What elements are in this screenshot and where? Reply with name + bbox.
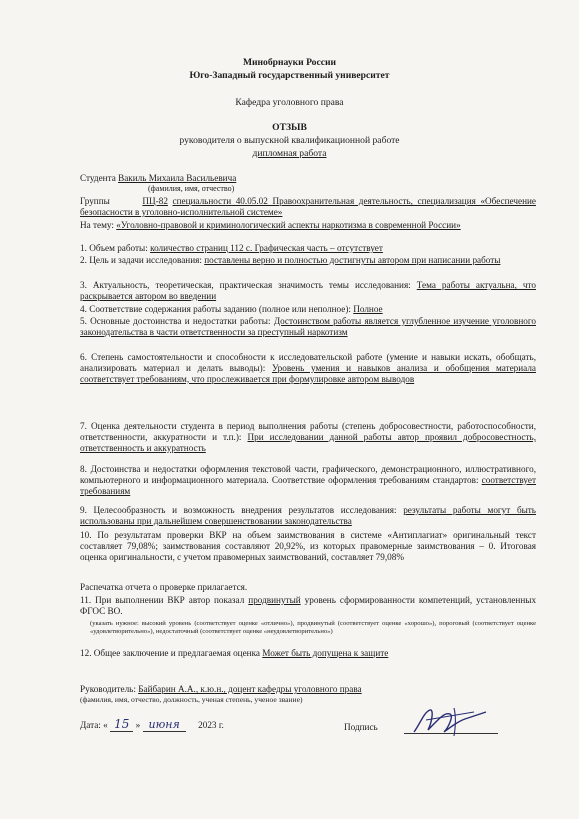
date-line	[80, 719, 280, 731]
item-2-label: 2. Цель и задачи исследования:	[80, 255, 202, 265]
supervisor-line	[80, 684, 536, 695]
supervisor-label: Руководитель:	[80, 684, 136, 694]
item-6-label: 6. Степень самостоятельности и способности к исследовательской работе (умение и навыки искать, обобщать, анализировать материал и делать выводы):	[80, 352, 536, 373]
group-value: ПЦ-82	[142, 196, 168, 206]
item-9-label: 9. Целесообразность и возможность внедрения результатов исследования:	[80, 505, 397, 515]
item-8	[80, 464, 536, 496]
work-type-value: дипломная работа	[252, 148, 327, 159]
document-title: ОТЗЫВ	[272, 122, 307, 133]
date-year: 2023 г.	[198, 720, 224, 730]
date-quote-close: »	[135, 720, 141, 730]
item-8-label: 8. Достоинства и недостатки оформления текстовой части, графического, демонстрационного, иллюстративного, компьютерного и информационного материала. Соответствие оформления требованиям стандартов:	[80, 464, 536, 485]
item-5-value: Достоинством работы является углубленное изучение уголовного законодательства в части ответственности за преступный наркотизм	[80, 316, 537, 337]
item-11	[80, 595, 536, 617]
item-1-value: количество страниц 112 с. Графическая часть – отсутствует	[150, 243, 383, 253]
item-7-value: При исследовании данной работы автор проявил добросовестность, ответственность и аккуратность	[80, 431, 536, 453]
item-3-value: Тема работы актуальна, что раскрывается автором во введении	[80, 280, 537, 301]
date-label: Дата: «	[80, 720, 108, 730]
item-5-label: 5. Основные достоинства и недостатки работы:	[80, 316, 271, 326]
date-day: 15	[110, 717, 133, 732]
item-7-label: 7. Оценка деятельности студента в период выполнения работы (степень добросовестности, работоспособности, ответственности, аккуратности и т.п.):	[80, 421, 536, 442]
item-7	[80, 421, 536, 453]
item-6	[80, 352, 536, 384]
signature-label: Подпись	[344, 722, 378, 732]
item-11-value: продвинутый	[248, 595, 301, 605]
item-12	[80, 648, 536, 659]
item-2-value: поставлены верно и полностью достигнуты автором при написании работы	[204, 255, 501, 265]
item-11-note: (указать нужное: высокий уровень (соответствует оценке «отлично»), продвинутый (соответствует оценке «хорошо»), пороговый (соответствует оценке «удовлетворительно»), недостаточный (соответствует оценке «неудовлетворительно»)	[90, 620, 536, 635]
group-label: Группы	[80, 196, 110, 206]
item-12-label: 12. Общее заключение и предлагаемая оценка	[80, 648, 260, 658]
item-9-value: результаты работы могут быть использованы при дальнейшем совершенствовании законодательства	[80, 505, 536, 526]
item-9	[80, 505, 536, 527]
department-line	[0, 97, 579, 108]
work-type	[0, 148, 579, 159]
signature-mark	[410, 702, 490, 740]
item-4-label: 4. Соответствие содержания работы заданию (полное или неполное):	[80, 304, 351, 314]
item-10: 10. По результатам проверки ВКР на объем заимствования в системе «Антиплагиат» оригинальный текст составляет 79,08%; заимствования составляют 20,92%, из которых правомерные заимствования – 0. Итоговая оценка оригинальности, с учетом правомерных заимствований, составляет 79,08%	[80, 530, 536, 562]
date-month: июня	[143, 718, 186, 732]
student-caption: (фамилия, имя, отчество)	[148, 184, 235, 193]
topic-value: «Уголовно-правовой и криминологический аспекты наркотизма в современной России»	[116, 220, 461, 230]
item-4	[80, 304, 536, 315]
report-attachment-note: Распечатка отчета о проверке прилагается.	[80, 582, 248, 592]
item-6-value: Уровень умения и навыков анализа и обобщения материала соответствует требованиям, что прослеживается при формулировке автором выводов	[80, 362, 536, 384]
item-1-label: 1. Объем работы:	[80, 243, 148, 253]
item-4-value: Полное	[353, 304, 383, 314]
group-line	[80, 196, 536, 218]
student-name: Вакиль Михаила Васильевича	[118, 173, 237, 183]
supervisor-value: Байбарин А.А., к.ю.н., доцент кафедры уголовного права	[138, 684, 362, 694]
ministry-heading: Минобрнауки России	[242, 57, 337, 68]
document-subtitle: руководителя о выпускной квалификационной работе	[179, 135, 400, 146]
student-label: Студента	[80, 173, 116, 183]
university-heading: Юго-Западный государственный университет	[189, 70, 390, 81]
item-5	[80, 316, 536, 338]
topic-label: На тему:	[80, 220, 114, 230]
item-12-value: Может быть допущена к защите	[262, 648, 389, 658]
item-11-label: 11. При выполнении ВКР автор показал	[80, 595, 245, 605]
item-3-label: 3. Актуальность, теоретическая, практическая значимость темы исследования:	[80, 280, 411, 290]
department-name: Кафедра уголовного права	[235, 97, 344, 108]
item-11-rest: уровень сформированности компетенций, установленных ФГОС ВО.	[80, 595, 537, 616]
student-line	[80, 173, 536, 184]
specialty-value: специальности 40.05.02 Правоохранительная деятельность, специализация «Обеспечение безопасности в уголовно-исполнительной системе»	[80, 196, 537, 217]
supervisor-caption: (фамилия, имя, отчество, должность, ученая степень, ученое звание)	[80, 695, 303, 704]
item-1	[80, 243, 536, 254]
item-3	[80, 280, 536, 302]
item-8-value: соответствует требованиям	[80, 474, 536, 496]
topic-line	[80, 220, 536, 231]
item-2	[80, 255, 536, 266]
